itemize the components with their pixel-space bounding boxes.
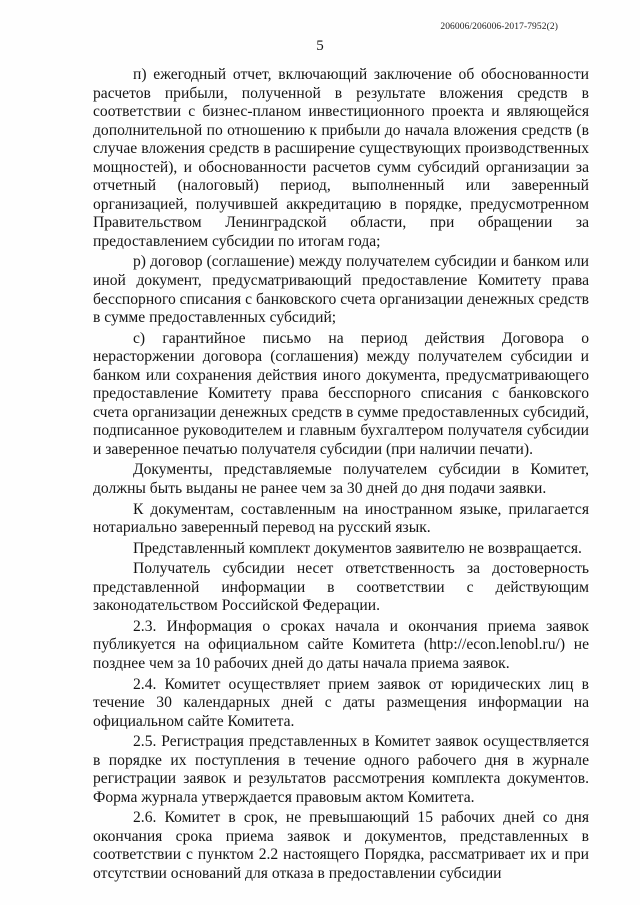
paragraph-2-6: 2.6. Комитет в срок, не превышающий 15 рабочих дней со дня окончания срока приема заявок и документов, представленных в соответствии с пунктом 2.2 настоящего Порядка, рассматривает их и при отсутствии оснований для отказа в предоставлении субсидии (93, 809, 589, 882)
document-body (93, 66, 589, 884)
paragraph-s: с) гарантийное письмо на период действия Договора о нерасторжении договора (соглашения) между получателем субсидии и банком или сохранения действия иного документа, предусматривающего предоставление Комитету права бесспорного списания с банковского счета организации денежных средств в сумме предоставленных субсидий, подписанное руководителем и главным бухгалтером получателя субсидии и заверенное печатью получателя субсидии (при наличии печати). (93, 329, 589, 458)
paragraph-documents-deadline: Документы, представляемые получателем субсидии в Комитет, должны быть выданы не ранее чем за 30 дней до дня подачи заявки. (93, 461, 589, 498)
paragraph-2-5: 2.5. Регистрация представленных в Комитет заявок осуществляется в порядке их поступления в течение одного рабочего дня в журнале регистрации заявок и результатов рассмотрения комплекта документов. Форма журнала утверждается правовым актом Комитета. (93, 733, 589, 806)
document-id: 206006/206006-2017-7952(2) (440, 22, 558, 32)
paragraph-responsibility: Получатель субсидии несет ответственность за достоверность представленной информации в соответствии с действующим законодательством Российской Федерации. (93, 560, 589, 615)
paragraph-not-returned: Представленный комплект документов заявителю не возвращается. (133, 539, 582, 557)
paragraph-foreign-language: К документам, составленным на иностранном языке, прилагается нотариально заверенный перевод на русский язык. (93, 500, 589, 537)
paragraph-r: р) договор (соглашение) между получателем субсидии и банком или иной документ, предусматривающий предоставление Комитету права бесспорного списания с банковского счета организации денежных средств в сумме предоставленных субсидий; (93, 253, 589, 327)
paragraph-2-3: 2.3. Информация о сроках начала и окончания приема заявок публикуется на официальном сайте Комитета (http://econ.lenobl.ru/) не позднее чем за 10 рабочих дней до даты начала приема заявок. (93, 617, 589, 672)
page-number: 5 (316, 38, 324, 54)
paragraph-2-4: 2.4. Комитет осуществляет прием заявок от юридических лиц в течение 30 календарных дней с даты размещения информации на официальном сайте Комитета. (93, 675, 589, 730)
paragraph-p: п) ежегодный отчет, включающий заключение об обоснованности расчетов прибыли, полученной в результате вложения средств в соответствии с бизнес-планом инвестиционного проекта и являющейся дополнительной по отношению к прибыли до начала вложения средств (в случае вложения средств в расширение существующих производственных мощностей), и обоснованности расчетов сумм субсидий организации за отчетный (налоговый) период, выполненный или заверенный организацией, получившей аккредитацию в порядке, предусмотренном Правительством Ленинградской области, при обращении за предоставлением субсидии по итогам года; (93, 66, 589, 250)
